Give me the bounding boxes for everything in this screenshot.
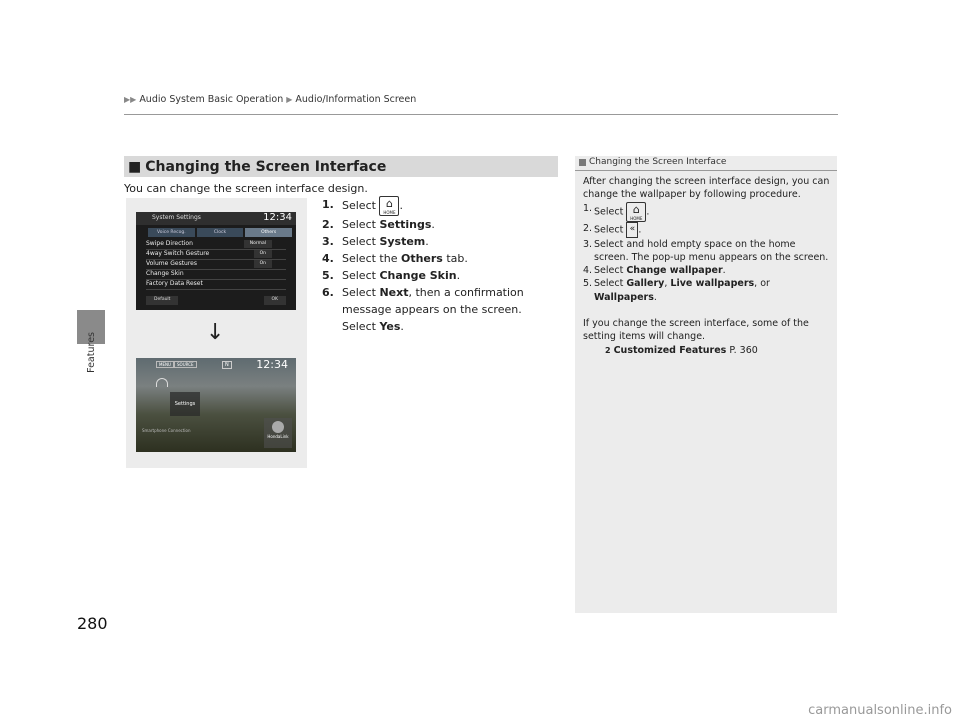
breadcrumb-item[interactable]: Audio/Information Screen: [295, 94, 417, 105]
home-icon: ⌂ HOME: [379, 196, 399, 216]
breadcrumb: [124, 94, 416, 105]
settings-row[interactable]: Factory Data Reset: [146, 280, 286, 290]
section-title: Changing the Screen Interface: [145, 158, 387, 175]
note-step: 5. Select Gallery, Live wallpapers, or Wallpapers.: [583, 278, 770, 303]
settings-tabs: [148, 228, 292, 237]
tab-clock[interactable]: Clock: [197, 228, 244, 237]
system-settings-screen: [136, 212, 296, 310]
section-intro: You can change the screen interface design.: [124, 182, 368, 195]
section-heading: [124, 156, 558, 177]
note-rule: [575, 170, 837, 171]
note-marker-icon: [579, 159, 586, 166]
settings-row-change-skin[interactable]: Change Skin: [146, 270, 286, 280]
step-item: 3. Select System.: [322, 235, 429, 248]
ok-button[interactable]: OK: [264, 296, 287, 305]
note-step: 3. Select and hold empty space on the home screen. The pop-up menu appears on the screen.: [583, 238, 829, 263]
cross-reference-icon: 2: [605, 345, 611, 355]
cross-reference-title[interactable]: Customized Features: [613, 344, 727, 356]
breadcrumb-arrow-icon: ▶▶: [124, 95, 137, 104]
square-bullet-icon: ■: [128, 158, 142, 175]
breadcrumb-arrow-icon: ▶: [286, 95, 293, 104]
cross-reference[interactable]: [583, 344, 833, 357]
watermark: carmanualsonline.info: [808, 703, 952, 718]
note-body: [583, 175, 833, 357]
back-icon: «: [626, 222, 638, 238]
tab-others[interactable]: Others: [245, 228, 292, 237]
compass-icon: N: [222, 361, 232, 369]
figure-panel: [126, 198, 307, 468]
step-item: 6. Select Next, then a confirmation message appears on the screen. Select Yes.: [322, 286, 524, 333]
step-item: 4. Select the Others tab.: [322, 252, 468, 265]
home-screen: [136, 358, 296, 452]
default-button[interactable]: Default: [146, 296, 178, 305]
clock: 12:34: [263, 212, 292, 223]
step-item: 2. Select Settings.: [322, 218, 435, 231]
settings-tile[interactable]: Settings: [170, 392, 200, 416]
note-step: 1. Select ⌂ HOME .: [583, 202, 650, 221]
step-item: 1. Select ⌂ HOME .: [322, 197, 403, 215]
page-number: 280: [77, 614, 108, 633]
step-item: 5. Select Change Skin.: [322, 269, 461, 282]
smartphone-connection-label: Smartphone Connection: [142, 428, 191, 433]
arrow-down-icon: ↓: [206, 320, 225, 345]
breadcrumb-item[interactable]: Audio System Basic Operation: [139, 94, 284, 105]
cross-reference-page: P. 360: [729, 344, 758, 356]
menu-button[interactable]: MENU: [156, 361, 174, 368]
hondalink-tile[interactable]: HondaLink: [264, 418, 292, 448]
tab-voice-recog[interactable]: Voice Recog.: [148, 228, 195, 237]
note-step: 2. Select « .: [583, 222, 833, 238]
screen-footer: [146, 296, 286, 305]
side-tab-label: Features: [86, 332, 97, 373]
note-paragraph: If you change the screen interface, some of the setting items will change.: [583, 318, 809, 343]
screen-header: [136, 212, 296, 225]
header-rule: [124, 114, 838, 115]
procedure-steps: [322, 196, 554, 335]
note-step: 4. Select Change wallpaper.: [583, 265, 726, 277]
gauge-icon: [156, 378, 168, 387]
settings-row[interactable]: Swipe Direction Normal: [146, 240, 286, 250]
note-paragraph: After changing the screen interface design, you can change the wallpaper by following procedure.: [583, 176, 830, 201]
source-button[interactable]: SOURCE: [174, 361, 197, 368]
settings-row[interactable]: Volume Gestures On: [146, 260, 286, 270]
settings-row[interactable]: 4way Switch Gesture On: [146, 250, 286, 260]
hondalink-icon: [272, 421, 284, 433]
clock: 12:34: [256, 358, 288, 371]
note-heading: Changing the Screen Interface: [579, 157, 726, 167]
screen-title: System Settings: [152, 214, 201, 221]
home-icon: ⌂ HOME: [626, 202, 646, 222]
